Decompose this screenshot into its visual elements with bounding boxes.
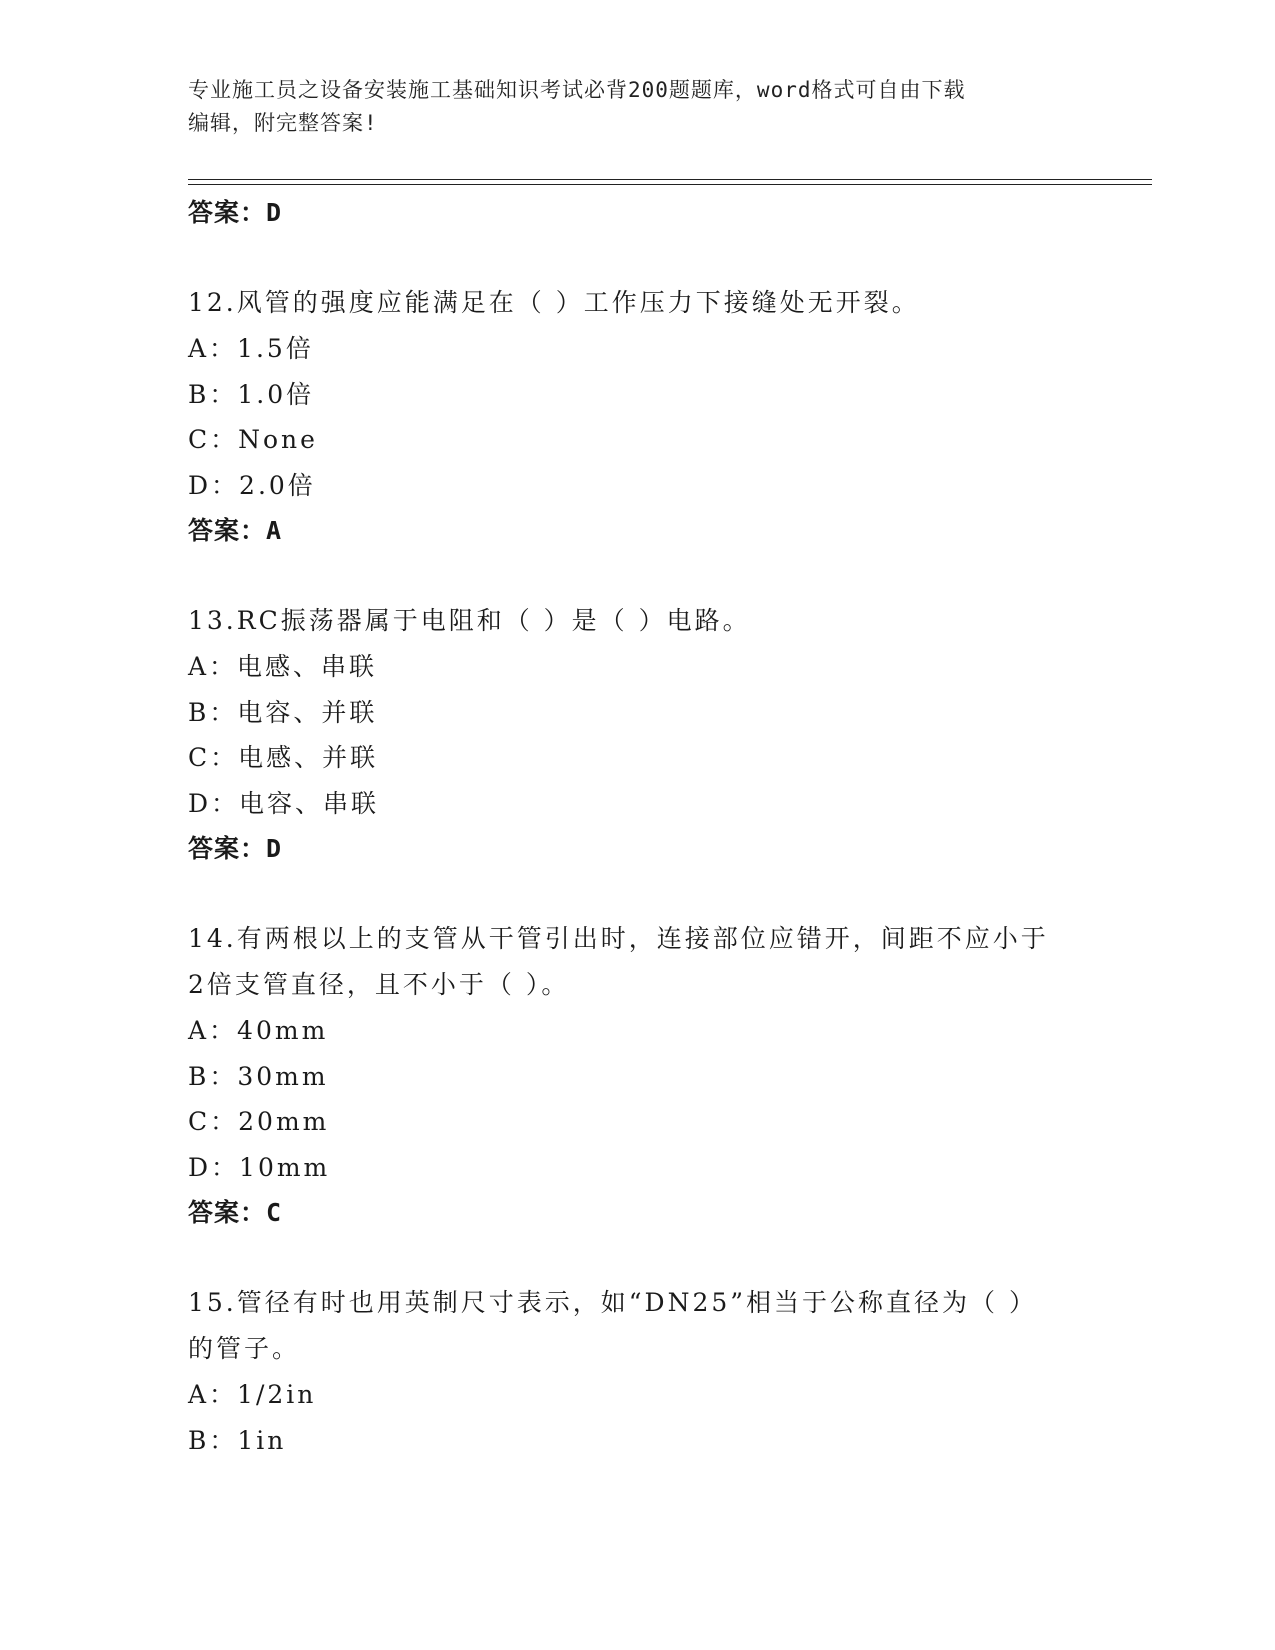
header-divider-top [188,179,1152,180]
option-b: B：1in [188,1425,287,1455]
question-text [188,598,1088,644]
answer-line: 答案：C [188,1198,283,1227]
option-c: C：None [188,425,318,454]
header-line-1: 专业施工员之设备安装施工基础知识考试必背200题题库，word格式可自由下载 [188,78,966,102]
option-a: A：40mm [188,1016,329,1045]
option-d: D：电容、串联 [188,788,380,818]
header-line-2: 编辑，附完整答案! [188,111,378,135]
question-text-line: 14.有两根以上的支管从干管引出时，连接部位应错开，间距不应小于 [188,924,1049,953]
question-text-line: 13.RC振荡器属于电阻和（ ）是（ ）电路。 [188,606,751,635]
document-header [188,74,1088,140]
option-b: B：1.0倍 [188,379,315,409]
question-text [188,1280,1088,1372]
option-d: D：10mm [188,1152,331,1182]
question-text-line: 15.管径有时也用英制尺寸表示，如“DN25”相当于公称直径为（ ） [188,1288,1037,1317]
question-text [188,916,1088,1008]
option-b: B：电容、并联 [188,697,378,727]
question-text-line: 的管子。 [188,1334,301,1363]
question-text-line: 12.风管的强度应能满足在（ ）工作压力下接缝处无开裂。 [188,288,920,317]
answer-line: 答案：A [188,516,283,545]
question-14 [188,916,1088,1236]
header-divider-bottom [188,184,1152,185]
option-c: C：20mm [188,1107,330,1136]
option-d: D：2.0倍 [188,470,316,500]
question-12 [188,280,1088,554]
answer-line: 答案：D [188,834,283,863]
question-text [188,280,1088,326]
option-b: B：30mm [188,1061,329,1091]
option-c: C：电感、并联 [188,743,379,772]
option-a: A：电感、串联 [188,652,378,681]
question-15 [188,1280,1088,1463]
answer-line: 答案：D [188,198,283,227]
question-text-line: 2倍支管直径，且不小于（ ）。 [188,970,570,999]
option-a: A：1.5倍 [188,334,314,363]
question-list [188,190,1088,1463]
option-a: A：1/2in [188,1380,317,1409]
question-13 [188,598,1088,872]
